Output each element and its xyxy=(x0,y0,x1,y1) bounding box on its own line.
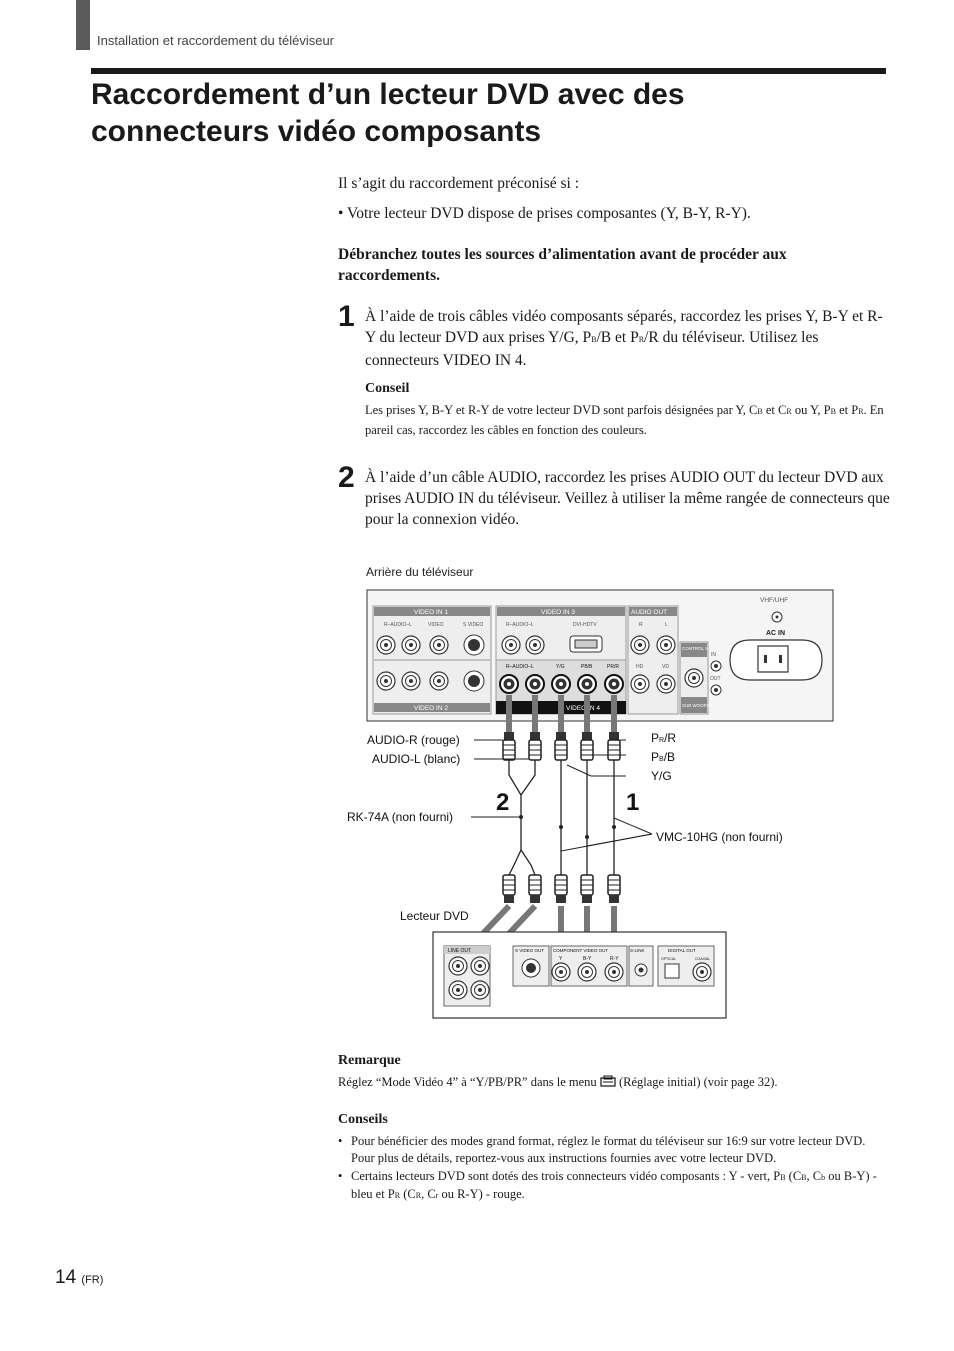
step-2-number: 2 xyxy=(338,461,355,494)
dvd-by-label: B-Y xyxy=(583,956,592,962)
connection-diagram xyxy=(338,560,890,1030)
dvd-panel xyxy=(433,932,726,1018)
audio-r-label: AUDIO-R (rouge) xyxy=(367,733,460,747)
step-1-text: À l’aide de trois câbles vidéo composants séparés, raccordez les prises Y, B-Y et R-Y du lecteur DVD aux prises Y/G, PB/B et PR/R du téléviseur. Utilisez les connecteurs VIDEO IN 4. xyxy=(365,308,883,369)
tv-pbb-label: PB/B xyxy=(581,664,593,670)
page-number: 14 (FR) xyxy=(55,1267,104,1288)
video-in-1-label: VIDEO IN 1 xyxy=(414,609,448,616)
ac-in-label: AC IN xyxy=(766,630,786,637)
tv-r-label: R xyxy=(639,622,643,628)
tv-yg-label: Y/G xyxy=(556,664,565,670)
intro-lead: Il s’agit du raccordement préconisé si : xyxy=(338,175,580,192)
audio-out-label: AUDIO OUT xyxy=(631,609,668,616)
intro xyxy=(338,174,890,234)
tips-item-1: • Pour bénéficier des modes grand format, réglez le format du téléviseur sur 16:9 sur votre lecteur DVD. Pour plus de détails, reportez-vous aux instructions fournies avec votre lecteur DVD. xyxy=(338,1133,890,1167)
tv-s-video-1: S VIDEO xyxy=(463,622,484,628)
page-title xyxy=(91,76,871,150)
audio-l-label: AUDIO-L (blanc) xyxy=(372,752,461,766)
section-tab-marker xyxy=(76,0,90,50)
line-out-label: LINE OUT xyxy=(448,948,472,954)
tv-l-label: L xyxy=(665,622,668,628)
tv-r-audio-l-1: R–AUDIO–L xyxy=(384,622,412,628)
dvd-ry-label: R-Y xyxy=(610,956,619,962)
tv-video-1: VIDEO xyxy=(428,622,444,628)
video-in-3-label: VIDEO IN 3 xyxy=(541,609,575,616)
diagram-step-1: 1 xyxy=(626,789,640,816)
cable-wires xyxy=(509,760,614,875)
tips xyxy=(338,1112,890,1205)
step-2 xyxy=(338,461,890,530)
diagram-step-2: 2 xyxy=(496,789,510,816)
optical-label: OPTICAL xyxy=(661,957,676,961)
out-label: OUT xyxy=(710,676,721,682)
pb-label: PB/B xyxy=(651,750,676,764)
dvd-player-label: Lecteur DVD xyxy=(400,909,469,923)
tv-prr-label: PR/R xyxy=(607,664,619,670)
in-label: IN xyxy=(711,652,716,658)
tv-r-audio-l-3: R–AUDIO–L xyxy=(506,622,534,628)
intro-bullet: • Votre lecteur DVD dispose de prises composantes (Y, B-Y, R-Y). xyxy=(338,205,751,222)
step-1-tip xyxy=(365,381,890,439)
title-line-1: Raccordement d’un lecteur DVD avec des xyxy=(91,78,685,111)
remark xyxy=(338,1053,890,1091)
pr-label: PR/R xyxy=(651,731,677,745)
tv-r-audio-l-4: R–AUDIO–L xyxy=(506,664,534,670)
control-s-label: CONTROL S xyxy=(682,646,709,651)
digital-out-label: DIGITAL OUT xyxy=(668,948,696,953)
tv-rear-label: Arrière du téléviseur xyxy=(366,565,474,579)
dvd-y-label: Y xyxy=(559,956,563,962)
tv-vd-label: VD xyxy=(662,664,669,670)
vmc10hg-label: VMC-10HG (non fourni) xyxy=(656,830,783,844)
coaxial-label: COAXIAL xyxy=(695,957,711,961)
component-out-label: COMPONENT VIDEO OUT xyxy=(553,948,609,953)
tv-hd-label: HD xyxy=(636,664,644,670)
setup-menu-icon xyxy=(600,1075,616,1087)
step-1 xyxy=(338,300,890,439)
title-line-2: connecteurs vidéo composants xyxy=(91,115,542,148)
tips-item-2: • Certains lecteurs DVD sont dotés des trois connecteurs vidéo composants : Y - vert, PB (CB, Cb ou B-Y) - bleu et PR (CR, Cr ou R-Y) - rouge. xyxy=(338,1168,890,1204)
tv-dvi-label: DVI-HDTV xyxy=(573,622,597,628)
sub-woofer-label: SUB WOOFER xyxy=(682,703,713,708)
video-in-2-label: VIDEO IN 2 xyxy=(414,705,448,712)
tv-back-panel xyxy=(367,590,833,721)
step-2-text: À l’aide d’un câble AUDIO, raccordez les prises AUDIO OUT du lecteur DVD aux prises AUDIO IN du téléviseur. Veillez à utiliser la même rangée de connecteurs que pour la connexion vidéo. xyxy=(365,469,890,528)
s-link-label: S-LINK xyxy=(630,948,645,953)
section-header: Installation et raccordement du téléviseur xyxy=(97,33,335,48)
s-video-out-label: S VIDEO OUT xyxy=(515,948,545,953)
tip-body: Les prises Y, B-Y et R-Y de votre lecteur DVD sont parfois désignées par Y, CB et CR ou Y, PB et PR. En pareil cas, raccordez les câbles en fonction des couleurs. xyxy=(365,403,884,437)
remark-title: Remarque xyxy=(338,1053,401,1068)
video-in-4-label: VIDEO IN 4 xyxy=(566,705,600,712)
yg-label: Y/G xyxy=(651,769,672,783)
tip-title: Conseil xyxy=(365,381,410,396)
plugs-top xyxy=(503,732,620,760)
tips-list xyxy=(338,1133,890,1204)
remark-body: Réglez “Mode Vidéo 4” à “Y/PB/PR” dans le menu (Réglage initial) (voir page 32). xyxy=(338,1075,778,1089)
plugs-bottom xyxy=(503,875,620,903)
title-rule xyxy=(91,68,886,74)
vhf-uhf-label: VHF/UHF xyxy=(760,597,789,604)
rk74a-label: RK-74A (non fourni) xyxy=(347,810,454,824)
tips-title: Conseils xyxy=(338,1112,388,1127)
step-1-number: 1 xyxy=(338,300,355,333)
power-warning: Débranchez toutes les sources d’alimentation avant de procéder aux raccordements. xyxy=(338,246,787,284)
